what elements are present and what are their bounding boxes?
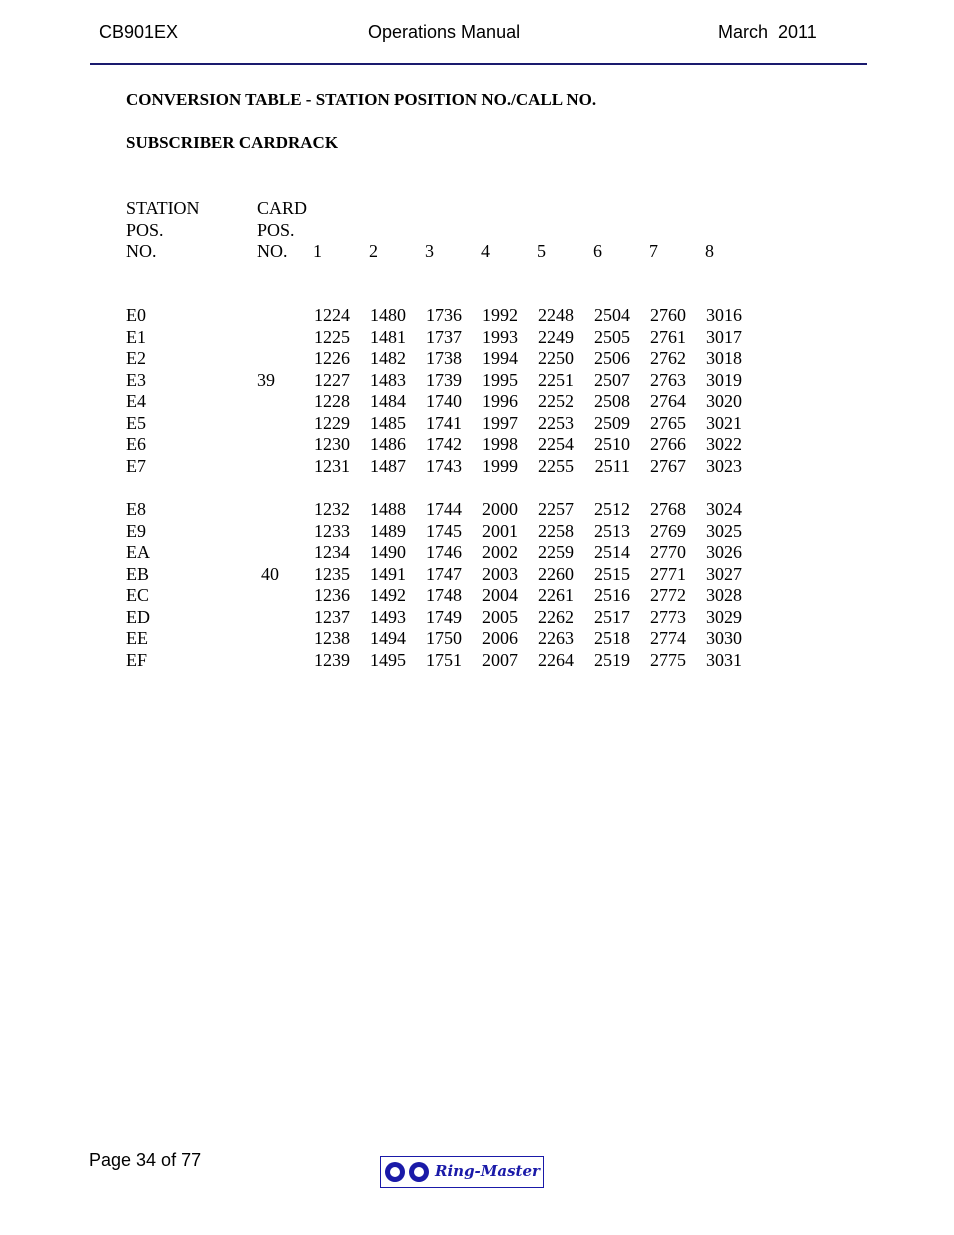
- call-number: 2765: [650, 412, 686, 433]
- call-number: 2261: [538, 585, 574, 605]
- call-number: 1996: [482, 391, 518, 411]
- call-number: 1485: [370, 412, 406, 433]
- call-number: 3020: [706, 391, 742, 411]
- call-number: 1225: [314, 326, 350, 347]
- call-number: 2768: [650, 499, 686, 519]
- station-position: EB: [126, 563, 150, 584]
- call-number: 1235: [314, 563, 350, 584]
- call-number: 2249: [538, 326, 574, 347]
- call-number: 3019: [706, 369, 742, 390]
- call-number: 1994: [482, 348, 518, 368]
- call-number: 2262: [538, 606, 574, 627]
- column-header: 7: [649, 241, 658, 261]
- card-header: NO.: [257, 241, 288, 261]
- call-number: 3026: [706, 542, 742, 562]
- call-number: 2004: [482, 585, 518, 605]
- call-number: 2252: [538, 391, 574, 411]
- header-title: Operations Manual: [368, 22, 521, 42]
- logo-circle-icon: [385, 1162, 405, 1182]
- call-number: 2517: [594, 606, 630, 627]
- card-position: 40: [261, 563, 279, 584]
- call-number: 2007: [482, 649, 518, 670]
- header-date: March 2011: [718, 22, 817, 42]
- call-number: 1231: [314, 455, 350, 476]
- call-number: 2518: [594, 628, 630, 648]
- call-number: 1237: [314, 606, 350, 627]
- page-title: CONVERSION TABLE - STATION POSITION NO./CALL NO.: [126, 90, 597, 109]
- station-position: E9: [126, 520, 146, 541]
- call-number: 1228: [314, 391, 350, 411]
- call-number: 2506: [594, 348, 630, 368]
- call-number: 3024: [706, 499, 742, 519]
- call-number: 1744: [426, 499, 462, 519]
- call-number: 1491: [370, 563, 406, 584]
- call-number: 1736: [426, 305, 462, 325]
- call-number: 3029: [706, 606, 742, 627]
- call-number: 2771: [650, 563, 686, 584]
- call-number: 1992: [482, 305, 518, 325]
- call-number: 2770: [650, 542, 686, 562]
- call-number: 2508: [594, 391, 630, 411]
- call-number: 1488: [370, 499, 406, 519]
- call-number: 2263: [538, 628, 574, 648]
- call-number: 2264: [538, 649, 574, 670]
- station-header: NO.: [126, 241, 157, 261]
- call-number: 1492: [370, 585, 406, 605]
- call-number: 2259: [538, 542, 574, 562]
- call-number: 1229: [314, 412, 350, 433]
- call-number: 1487: [370, 455, 406, 476]
- station-position: E5: [126, 412, 146, 433]
- call-number: 3027: [706, 563, 742, 584]
- column-header: 3: [425, 241, 434, 261]
- station-header: POS.: [126, 219, 164, 240]
- call-number: 2251: [538, 369, 574, 390]
- call-number: 1999: [482, 455, 518, 476]
- call-number: 2775: [650, 649, 686, 670]
- section-title: SUBSCRIBER CARDRACK: [126, 133, 339, 152]
- call-number: 3023: [706, 455, 742, 476]
- call-number: 3021: [706, 412, 742, 433]
- call-number: 1745: [426, 520, 462, 541]
- station-position: EF: [126, 649, 148, 670]
- card-header: CARD: [257, 198, 308, 218]
- column-header: 2: [369, 241, 378, 261]
- call-number: 2774: [650, 628, 686, 648]
- call-number: 1741: [426, 412, 462, 433]
- call-number: 1227: [314, 369, 350, 390]
- call-number: 1489: [370, 520, 406, 541]
- call-number: 1740: [426, 391, 462, 411]
- call-number: 3016: [706, 305, 742, 325]
- call-number: 2519: [594, 649, 630, 670]
- call-number: 1224: [314, 305, 350, 325]
- call-number: 2514: [594, 542, 630, 562]
- call-number: 2001: [482, 520, 518, 541]
- call-number: 2763: [650, 369, 686, 390]
- call-number: 2260: [538, 563, 574, 584]
- station-position: E7: [126, 455, 146, 476]
- call-number: 3031: [706, 649, 742, 670]
- station-position: E3: [126, 369, 146, 390]
- column-header: 4: [481, 241, 490, 261]
- call-number: 1747: [426, 563, 462, 584]
- call-number: 2250: [538, 348, 574, 368]
- call-number: 1482: [370, 348, 406, 368]
- call-number: 2000: [482, 499, 518, 519]
- call-number: 3022: [706, 434, 742, 454]
- logo-text: Ring-Master: [435, 1162, 540, 1180]
- call-number: 1232: [314, 499, 350, 519]
- header-rule: [90, 63, 867, 65]
- call-number: 1743: [426, 455, 462, 476]
- logo-circle-icon: [409, 1162, 429, 1182]
- card-position: 39: [257, 369, 275, 390]
- call-number: 1226: [314, 348, 350, 368]
- station-position: E4: [126, 391, 146, 411]
- card-header: POS.: [257, 219, 295, 240]
- call-number: 1739: [426, 369, 462, 390]
- call-number: 2510: [594, 434, 630, 454]
- call-number: 2505: [594, 326, 630, 347]
- call-number: 1738: [426, 348, 462, 368]
- call-number: 2255: [538, 455, 574, 476]
- call-number: 3017: [706, 326, 742, 347]
- call-number: 2253: [538, 412, 574, 433]
- column-header: 5: [537, 241, 546, 261]
- call-number: 2005: [482, 606, 518, 627]
- call-number: 1742: [426, 434, 462, 454]
- call-number: 2773: [650, 606, 686, 627]
- call-number: 2257: [538, 499, 574, 519]
- call-number: 1234: [314, 542, 350, 562]
- call-number: 2513: [594, 520, 630, 541]
- page-number: Page 34 of 77: [89, 1150, 202, 1170]
- call-number: 1494: [370, 628, 406, 648]
- call-number: 1749: [426, 606, 462, 627]
- call-number: 2760: [650, 305, 686, 325]
- call-number: 1997: [482, 412, 518, 433]
- call-number: 1750: [426, 628, 462, 648]
- station-position: ED: [126, 606, 150, 627]
- call-number: 2003: [482, 563, 518, 584]
- call-number: 1493: [370, 606, 406, 627]
- call-number: 3025: [706, 520, 742, 541]
- call-number: 2767: [650, 455, 686, 476]
- call-number: 1751: [426, 649, 462, 670]
- call-number: 1737: [426, 326, 462, 347]
- call-number: 2504: [594, 305, 630, 325]
- call-number: 2248: [538, 305, 574, 325]
- call-number: 2769: [650, 520, 686, 541]
- call-number: 2254: [538, 434, 574, 454]
- station-position: E1: [126, 326, 146, 347]
- call-number: 1236: [314, 585, 350, 605]
- call-number: 2772: [650, 585, 686, 605]
- call-number: 1230: [314, 434, 350, 454]
- station-position: EE: [126, 628, 148, 648]
- ring-master-logo: [380, 1156, 544, 1188]
- header-doc-code: CB901EX: [99, 22, 179, 42]
- call-number: 1484: [370, 391, 406, 411]
- station-position: EC: [126, 585, 150, 605]
- call-number: 1480: [370, 305, 406, 325]
- call-number: 2258: [538, 520, 574, 541]
- call-number: 1998: [482, 434, 518, 454]
- call-number: 2761: [650, 326, 686, 347]
- call-number: 1993: [482, 326, 518, 347]
- call-number: 2507: [594, 369, 630, 390]
- call-number: 2762: [650, 348, 686, 368]
- call-number: 2516: [594, 585, 630, 605]
- call-number: 1233: [314, 520, 350, 541]
- call-number: 1495: [370, 649, 406, 670]
- call-number: 1746: [426, 542, 462, 562]
- call-number: 2766: [650, 434, 686, 454]
- call-number: 2512: [594, 499, 630, 519]
- station-position: E6: [126, 434, 146, 454]
- call-number: 2515: [594, 563, 630, 584]
- call-number: 2764: [650, 391, 686, 411]
- call-number: 2509: [594, 412, 630, 433]
- call-number: 1239: [314, 649, 350, 670]
- call-number: 3030: [706, 628, 742, 648]
- station-position: E8: [126, 499, 146, 519]
- call-number: 2511: [594, 455, 630, 476]
- call-number: 1486: [370, 434, 406, 454]
- column-header: 8: [705, 241, 714, 261]
- column-header: 1: [313, 241, 322, 261]
- call-number: 1481: [370, 326, 406, 347]
- call-number: 3018: [706, 348, 742, 368]
- call-number: 1238: [314, 628, 350, 648]
- station-position: EA: [126, 542, 150, 562]
- call-number: 3028: [706, 585, 742, 605]
- station-position: E0: [126, 305, 146, 325]
- call-number: 2006: [482, 628, 518, 648]
- call-number: 1748: [426, 585, 462, 605]
- call-number: 1995: [482, 369, 518, 390]
- column-header: 6: [593, 241, 602, 261]
- call-number: 2002: [482, 542, 518, 562]
- station-position: E2: [126, 348, 146, 368]
- call-number: 1490: [370, 542, 406, 562]
- station-header: STATION: [126, 198, 200, 218]
- call-number: 1483: [370, 369, 406, 390]
